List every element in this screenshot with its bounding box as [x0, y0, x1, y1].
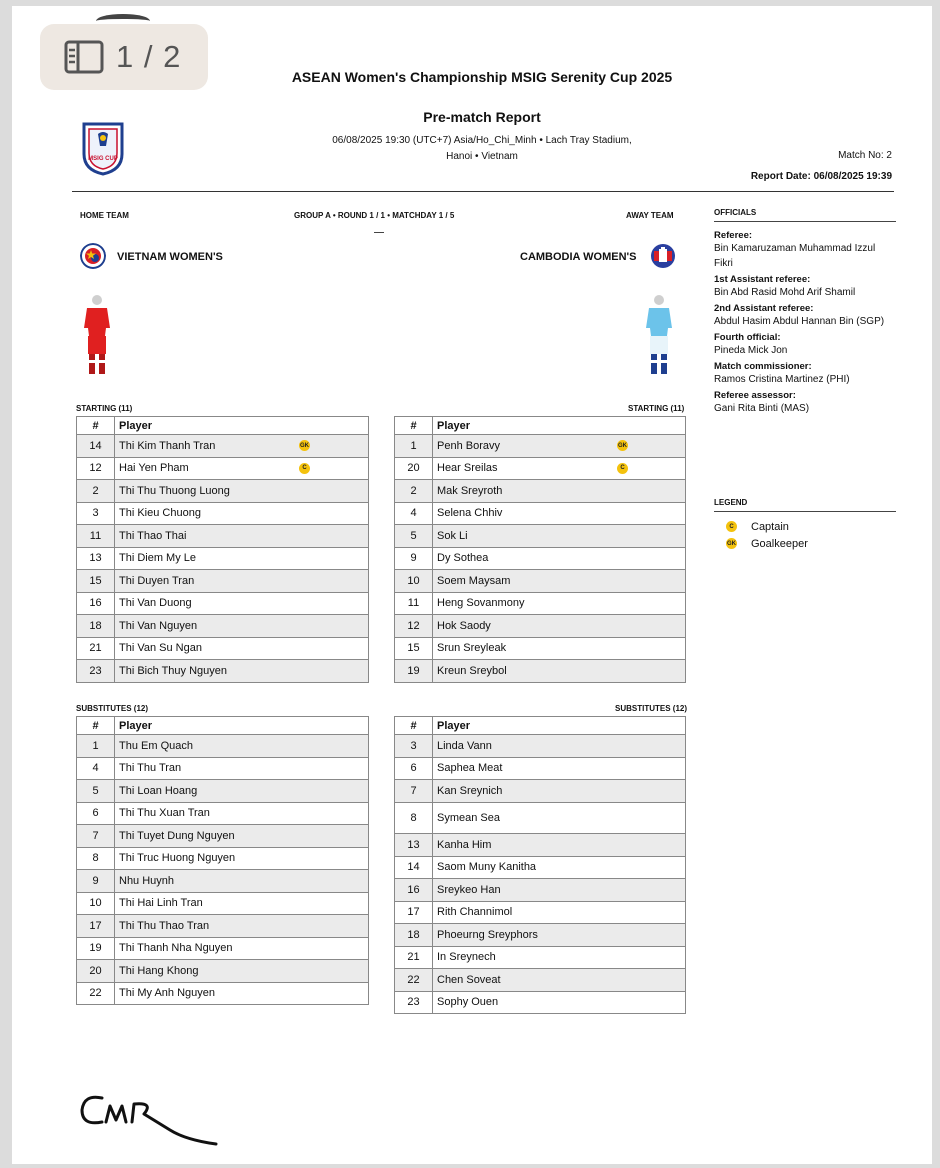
- player-name: Sreykeo Han: [437, 883, 501, 896]
- away-subs-table: [394, 716, 686, 1014]
- captain-badge-icon: C: [617, 463, 628, 474]
- player-cell: [115, 592, 369, 615]
- player-cell: [433, 991, 686, 1014]
- player-cell: [433, 757, 686, 780]
- player-name: Thi Kim Thanh Tran: [119, 439, 216, 452]
- player-cell: [433, 660, 686, 683]
- table-row: [395, 660, 686, 683]
- player-name: Thi Truc Huong Nguyen: [119, 852, 236, 865]
- player-number: 14: [395, 856, 433, 879]
- away-starting-table: [394, 416, 686, 683]
- legend-goalkeeper: [714, 535, 896, 552]
- table-row: [77, 870, 369, 893]
- goalkeeper-badge-icon: GK: [299, 440, 310, 451]
- player-cell: [433, 592, 686, 615]
- away-starting-label: STARTING (11): [628, 404, 685, 413]
- player-number: 11: [395, 592, 433, 615]
- player-number: 7: [77, 825, 115, 848]
- away-team-name: CAMBODIA WOMEN'S: [520, 251, 637, 263]
- player-number: 22: [77, 982, 115, 1005]
- player-name: Thi Kieu Chuong: [119, 507, 201, 520]
- official-role: Fourth official:: [714, 332, 781, 343]
- player-name: Thi Hai Linh Tran: [119, 897, 203, 910]
- player-name: Thi Thu Thuong Luong: [119, 484, 230, 497]
- player-number: 5: [395, 525, 433, 548]
- legend-goalkeeper-label: Goalkeeper: [751, 537, 808, 550]
- player-cell: [433, 879, 686, 902]
- player-number: 19: [395, 660, 433, 683]
- player-cell: [115, 525, 369, 548]
- player-number: 1: [77, 735, 115, 758]
- official-name: Bin Kamaruzaman Muhammad Izzul Fikri: [714, 243, 876, 269]
- player-cell: [433, 969, 686, 992]
- table-row: [395, 547, 686, 570]
- player-cell: [115, 915, 369, 938]
- player-name: Thi Hang Khong: [119, 964, 199, 977]
- table-header-row: [395, 417, 686, 435]
- player-cell: [115, 502, 369, 525]
- home-team-name: VIETNAM WOMEN'S: [117, 251, 223, 263]
- table-row: [395, 901, 686, 924]
- player-name: Thi Van Nguyen: [119, 619, 198, 632]
- table-row: [77, 457, 369, 480]
- column-header-number: #: [77, 717, 115, 735]
- score-placeholder: [374, 232, 384, 233]
- table-row: [395, 735, 686, 758]
- table-row: [395, 480, 686, 503]
- player-name: Linda Vann: [437, 739, 492, 752]
- player-number: 21: [77, 637, 115, 660]
- player-cell: [433, 570, 686, 593]
- player-name: Thi Thu Tran: [119, 762, 182, 775]
- player-number: 3: [395, 735, 433, 758]
- player-number: 6: [77, 802, 115, 825]
- player-cell: [115, 937, 369, 960]
- player-number: 9: [77, 870, 115, 893]
- column-header-number: #: [77, 417, 115, 435]
- player-name: Thi Thao Thai: [119, 529, 187, 542]
- table-row: [395, 570, 686, 593]
- player-number: 17: [77, 915, 115, 938]
- group-round-label: GROUP A • ROUND 1 / 1 • MATCHDAY 1 / 5: [294, 211, 455, 220]
- table-row: [395, 435, 686, 458]
- page-indicator[interactable]: [40, 24, 208, 90]
- table-row: [77, 937, 369, 960]
- player-name: Thu Em Quach: [119, 739, 193, 752]
- home-team-label: HOME TEAM: [80, 211, 129, 220]
- player-cell: [433, 480, 686, 503]
- player-number: 18: [395, 924, 433, 947]
- away-team-label: AWAY TEAM: [626, 211, 674, 220]
- player-number: 16: [395, 879, 433, 902]
- player-name: Thi Diem My Le: [119, 552, 197, 565]
- player-cell: [115, 757, 369, 780]
- player-cell: [433, 802, 686, 833]
- player-name: Hear Sreilas: [437, 462, 498, 475]
- player-number: 13: [395, 833, 433, 856]
- player-number: 8: [77, 847, 115, 870]
- table-row: [77, 780, 369, 803]
- player-cell: [433, 547, 686, 570]
- player-name: Thi Bich Thuy Nguyen: [119, 664, 228, 677]
- player-cell: [433, 946, 686, 969]
- player-name: Thi Duyen Tran: [119, 574, 195, 587]
- column-header-player: Player: [115, 717, 369, 735]
- home-starting-table: [76, 416, 369, 683]
- column-header-number: #: [395, 717, 433, 735]
- player-cell: [115, 435, 369, 458]
- official-role: Referee:: [714, 230, 753, 241]
- player-name: Thi Van Su Ngan: [119, 642, 202, 655]
- player-number: 17: [395, 901, 433, 924]
- player-number: 12: [77, 457, 115, 480]
- table-row: [395, 924, 686, 947]
- header-divider: [72, 191, 894, 192]
- player-name: Heng Sovanmony: [437, 597, 525, 610]
- match-meta: [282, 133, 682, 165]
- table-row: [395, 780, 686, 803]
- table-header-row: [77, 417, 369, 435]
- player-cell: [115, 825, 369, 848]
- goalkeeper-badge-icon: GK: [726, 538, 737, 549]
- player-cell: [115, 547, 369, 570]
- official-name: Abdul Hasim Abdul Hannan Bin (SGP): [714, 316, 885, 327]
- player-number: 23: [77, 660, 115, 683]
- sidebar-panel-icon: [64, 40, 104, 74]
- player-cell: [115, 615, 369, 638]
- table-row: [395, 592, 686, 615]
- player-number: 11: [77, 525, 115, 548]
- table-row: [77, 915, 369, 938]
- player-name: Penh Boravy: [437, 439, 500, 452]
- table-row: [395, 991, 686, 1014]
- table-row: [77, 660, 369, 683]
- player-number: 15: [395, 637, 433, 660]
- table-header-row: [395, 717, 686, 735]
- table-row: [77, 960, 369, 983]
- player-cell: [115, 480, 369, 503]
- player-number: 14: [77, 435, 115, 458]
- player-cell: [433, 856, 686, 879]
- player-cell: [433, 615, 686, 638]
- table-row: [77, 892, 369, 915]
- player-number: 1: [395, 435, 433, 458]
- away-kit-icon: [644, 294, 674, 376]
- table-row: [77, 570, 369, 593]
- player-cell: [115, 982, 369, 1005]
- player-cell: [115, 660, 369, 683]
- player-number: 10: [395, 570, 433, 593]
- player-number: 6: [395, 757, 433, 780]
- official-role: Referee assessor:: [714, 390, 796, 401]
- official-role: Match commissioner:: [714, 361, 812, 372]
- player-number: 12: [395, 615, 433, 638]
- player-number: 16: [77, 592, 115, 615]
- table-row: [395, 525, 686, 548]
- player-number: 21: [395, 946, 433, 969]
- player-cell: [115, 735, 369, 758]
- table-row: [77, 435, 369, 458]
- player-number: 13: [77, 547, 115, 570]
- player-number: 5: [77, 780, 115, 803]
- table-row: [395, 879, 686, 902]
- player-cell: [433, 502, 686, 525]
- player-name: Thi Thu Thao Tran: [119, 919, 210, 932]
- player-name: Symean Sea: [437, 811, 500, 824]
- official-role: 1st Assistant referee:: [714, 274, 811, 285]
- table-row: [395, 833, 686, 856]
- player-name: Mak Sreyroth: [437, 484, 503, 497]
- officials-heading: OFFICIALS: [714, 208, 896, 222]
- table-row: [395, 802, 686, 833]
- column-header-player: Player: [433, 417, 686, 435]
- table-row: [77, 735, 369, 758]
- player-cell: [433, 780, 686, 803]
- player-number: 2: [395, 480, 433, 503]
- player-cell: [115, 847, 369, 870]
- legend-captain: [714, 518, 896, 535]
- table-row: [395, 637, 686, 660]
- match-datetime-venue: 06/08/2025 19:30 (UTC+7) Asia/Ho_Chi_Minh • Lach Tray Stadium,: [332, 135, 632, 146]
- table-row: [77, 525, 369, 548]
- player-number: 4: [77, 757, 115, 780]
- goalkeeper-badge-icon: GK: [617, 440, 628, 451]
- column-header-player: Player: [115, 417, 369, 435]
- table-row: [395, 946, 686, 969]
- player-number: 20: [395, 457, 433, 480]
- cambodia-flag-icon: [650, 243, 676, 269]
- player-name: Thi Thu Xuan Tran: [119, 807, 210, 820]
- player-name: Soem Maysam: [437, 574, 511, 587]
- player-name: Hok Saody: [437, 619, 491, 632]
- captain-badge-icon: C: [299, 463, 310, 474]
- player-cell: [433, 833, 686, 856]
- player-number: 22: [395, 969, 433, 992]
- player-number: 15: [77, 570, 115, 593]
- player-cell: [433, 924, 686, 947]
- table-row: [395, 615, 686, 638]
- player-cell: [433, 525, 686, 548]
- player-number: 19: [77, 937, 115, 960]
- player-name: Kan Sreynich: [437, 784, 503, 797]
- player-cell: [433, 901, 686, 924]
- player-name: Dy Sothea: [437, 552, 489, 565]
- legend-panel: [714, 498, 896, 552]
- table-row: [77, 825, 369, 848]
- player-name: Sophy Ouen: [437, 996, 499, 1009]
- player-cell: [115, 637, 369, 660]
- legend-heading: LEGEND: [714, 498, 896, 512]
- report-subtitle: Pre-match Report: [423, 109, 541, 125]
- home-subs-table: [76, 716, 369, 1005]
- home-kit-icon: [82, 294, 112, 376]
- column-header-player: Player: [433, 717, 686, 735]
- logo-lettering: MSIG CUP: [88, 156, 118, 162]
- match-location: Hanoi • Vietnam: [446, 151, 518, 162]
- player-cell: [115, 892, 369, 915]
- player-name: Hai Yen Pham: [119, 462, 189, 475]
- player-cell: [115, 780, 369, 803]
- table-row: [77, 592, 369, 615]
- player-cell: [433, 457, 686, 480]
- legend-captain-label: Captain: [751, 520, 789, 533]
- player-number: 18: [77, 615, 115, 638]
- official-name: Pineda Mick Jon: [714, 345, 788, 356]
- player-number: 2: [77, 480, 115, 503]
- player-cell: [115, 960, 369, 983]
- player-cell: [433, 735, 686, 758]
- player-name: Saom Muny Kanitha: [437, 861, 537, 874]
- table-row: [395, 757, 686, 780]
- player-name: Thi Thanh Nha Nguyen: [119, 942, 233, 955]
- home-starting-label: STARTING (11): [76, 404, 133, 413]
- player-name: Phoeurng Sreyphors: [437, 928, 538, 941]
- report-date: Report Date: 06/08/2025 19:39: [750, 171, 892, 182]
- player-cell: [115, 870, 369, 893]
- column-header-number: #: [395, 417, 433, 435]
- player-name: Kanha Him: [437, 838, 492, 851]
- player-number: 7: [395, 780, 433, 803]
- official-name: Gani Rita Binti (MAS): [714, 403, 810, 414]
- player-number: 10: [77, 892, 115, 915]
- vietnam-flag-icon: [80, 243, 106, 269]
- player-name: Thi My Anh Nguyen: [119, 987, 215, 1000]
- player-name: Thi Van Duong: [119, 597, 192, 610]
- player-cell: [433, 435, 686, 458]
- table-row: [395, 969, 686, 992]
- player-name: Chen Soveat: [437, 973, 501, 986]
- player-number: 9: [395, 547, 433, 570]
- officials-panel: [714, 208, 896, 418]
- table-row: [77, 757, 369, 780]
- report-title: ASEAN Women's Championship MSIG Serenity Cup 2025: [291, 69, 673, 85]
- player-name: Thi Tuyet Dung Nguyen: [119, 829, 235, 842]
- player-name: Rith Channimol: [437, 906, 513, 919]
- table-row: [77, 637, 369, 660]
- captain-badge-icon: C: [726, 521, 737, 532]
- table-row: [77, 547, 369, 570]
- player-number: 4: [395, 502, 433, 525]
- table-row: [77, 982, 369, 1005]
- player-name: Sok Li: [437, 529, 468, 542]
- player-cell: [115, 802, 369, 825]
- player-name: In Sreynech: [437, 951, 496, 964]
- match-number: Match No: 2: [838, 150, 892, 161]
- player-number: 23: [395, 991, 433, 1014]
- table-row: [395, 457, 686, 480]
- player-name: Selena Chhiv: [437, 507, 503, 520]
- msig-cup-logo: [80, 116, 126, 176]
- official-name: Ramos Cristina Martinez (PHI): [714, 374, 850, 385]
- player-number: 8: [395, 802, 433, 833]
- home-subs-label: SUBSTITUTES (12): [76, 704, 149, 713]
- table-row: [77, 480, 369, 503]
- player-cell: [433, 637, 686, 660]
- player-cell: [115, 570, 369, 593]
- table-row: [77, 615, 369, 638]
- table-row: [77, 802, 369, 825]
- signature: [76, 1080, 226, 1152]
- player-number: 20: [77, 960, 115, 983]
- table-row: [77, 502, 369, 525]
- player-name: Srun Sreyleak: [437, 642, 507, 655]
- official-role: 2nd Assistant referee:: [714, 303, 814, 314]
- table-header-row: [77, 717, 369, 735]
- page-indicator-label: 1 / 2: [116, 39, 182, 74]
- player-name: Kreun Sreybol: [437, 664, 507, 677]
- player-name: Nhu Huynh: [119, 874, 175, 887]
- player-cell: [115, 457, 369, 480]
- table-row: [395, 856, 686, 879]
- table-row: [395, 502, 686, 525]
- away-subs-label: SUBSTITUTES (12): [615, 704, 688, 713]
- player-number: 3: [77, 502, 115, 525]
- official-name: Bin Abd Rasid Mohd Arif Shamil: [714, 287, 856, 298]
- player-name: Thi Loan Hoang: [119, 784, 198, 797]
- player-name: Saphea Meat: [437, 762, 503, 775]
- table-row: [77, 847, 369, 870]
